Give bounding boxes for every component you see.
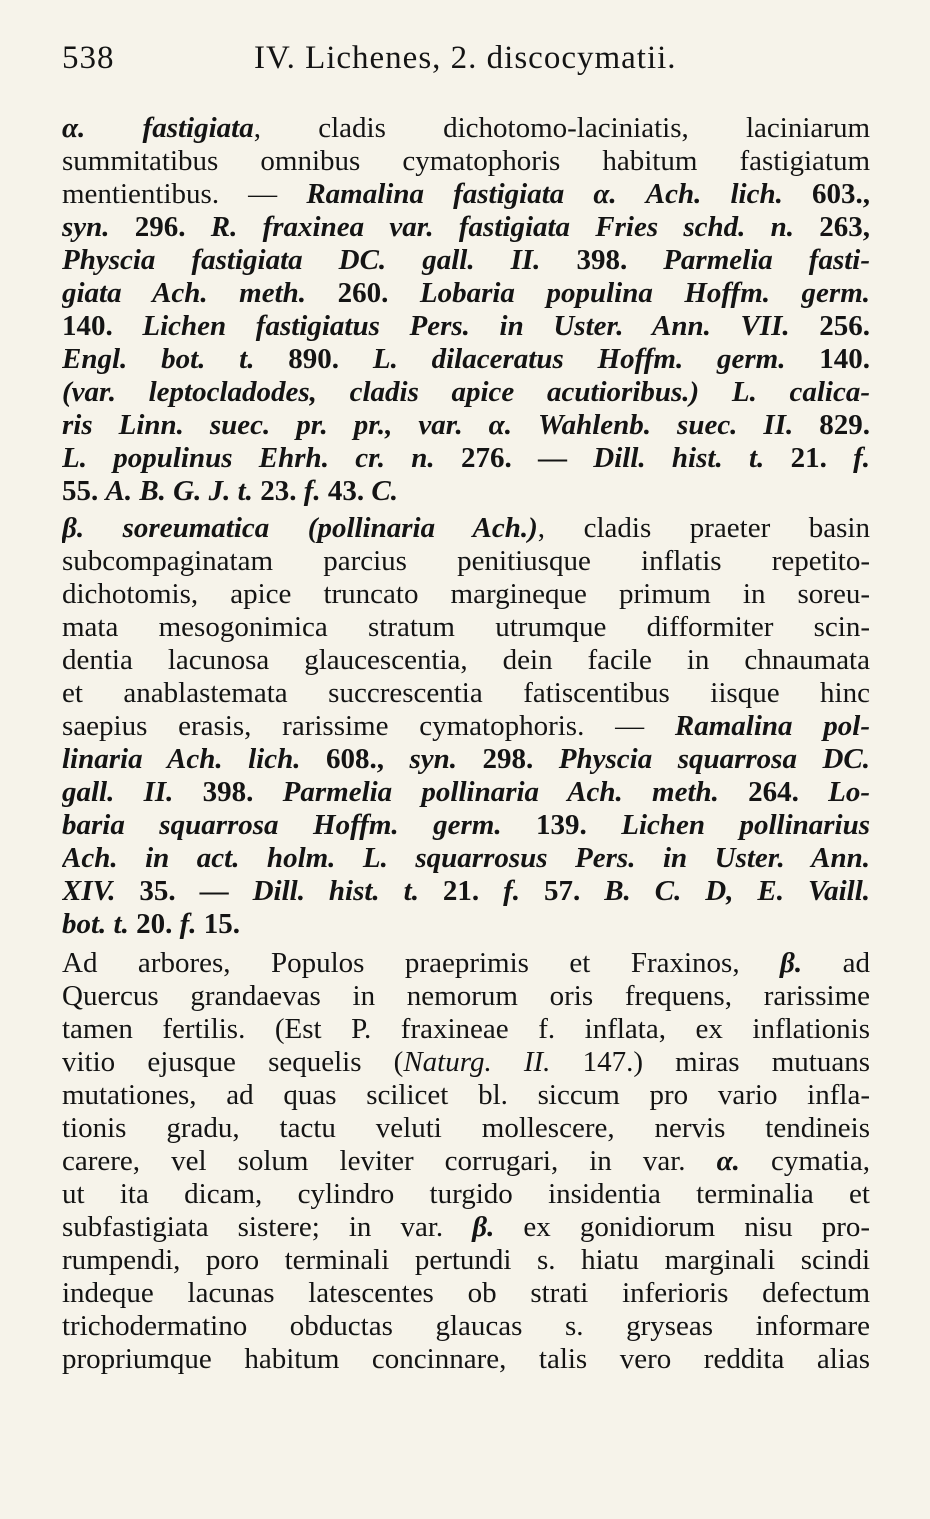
text-line bbox=[62, 677, 870, 710]
text-run: (var. leptocladodes, cladis apice acutioribus.) L. calica- bbox=[62, 376, 870, 408]
text-run: 260. bbox=[306, 277, 420, 309]
text-run: 276. — bbox=[434, 442, 594, 474]
text-line bbox=[62, 475, 870, 508]
text-line bbox=[62, 842, 870, 875]
text-run: saepius erasis, rarissime cymatophoris. — bbox=[62, 710, 675, 742]
text-run: syn. bbox=[409, 743, 458, 775]
text-run: f. bbox=[853, 442, 870, 474]
text-run: 139. bbox=[501, 809, 622, 841]
text-run: Ad arbores, Populos praeprimis et Fraxinos, bbox=[62, 947, 781, 979]
text-run: ad bbox=[802, 947, 870, 979]
text-line bbox=[62, 875, 870, 908]
text-run: B. C. D, E. Vaill. bbox=[604, 875, 870, 907]
text-line bbox=[62, 1178, 870, 1211]
text-run: Lo- bbox=[828, 776, 870, 808]
text-run: tionis gradu, tactu veluti mollescere, nervis tendineis bbox=[62, 1112, 870, 1144]
text-run: β. soreumatica (pollinaria Ach.) bbox=[62, 512, 538, 544]
text-run: XIV. bbox=[62, 875, 116, 907]
text-run: cymatia, bbox=[739, 1145, 870, 1177]
text-run: ut ita dicam, cylindro turgido insidentia terminalia et bbox=[62, 1178, 870, 1210]
text-line bbox=[62, 1277, 870, 1310]
text-run: f. bbox=[303, 475, 321, 507]
text-run: bot. t. bbox=[62, 908, 129, 940]
text-line bbox=[62, 1343, 870, 1376]
text-run: tamen fertilis. (Est P. fraxineae f. inflata, ex inflationis bbox=[62, 1013, 870, 1045]
text-run: gall. II. bbox=[62, 776, 174, 808]
paragraph-alpha bbox=[62, 112, 870, 508]
text-run: f. bbox=[503, 875, 521, 907]
text-line bbox=[62, 1211, 870, 1244]
text-run: , cladis dichotomo-laciniatis, laciniarum bbox=[253, 112, 870, 144]
text-run: 15. bbox=[196, 908, 241, 940]
text-run: Physcia squarrosa DC. bbox=[558, 743, 870, 775]
text-line bbox=[62, 578, 870, 611]
text-run: linaria Ach. lich. bbox=[62, 743, 301, 775]
text-line bbox=[62, 980, 870, 1013]
text-run: fastigiata bbox=[142, 112, 254, 144]
text-run: Parmelia fasti- bbox=[663, 244, 870, 276]
text-line bbox=[62, 277, 870, 310]
text-run: Lichen fastigiatus Pers. in Uster. Ann. VII. bbox=[142, 310, 790, 342]
text-run: carere, vel solum leviter corrugari, in var. bbox=[62, 1145, 717, 1177]
text-run: vitio ejusque sequelis ( bbox=[62, 1046, 404, 1078]
text-run: syn. bbox=[62, 211, 110, 243]
text-line bbox=[62, 710, 870, 743]
text-run: Lichen pollinarius bbox=[621, 809, 870, 841]
text-run: baria squarrosa Hoffm. germ. bbox=[62, 809, 502, 841]
text-line bbox=[62, 1046, 870, 1079]
text-line bbox=[62, 809, 870, 842]
text-line bbox=[62, 244, 870, 277]
text-run: Lobaria populina Hoffm. germ. bbox=[419, 277, 870, 309]
text-block bbox=[62, 112, 870, 1376]
text-line bbox=[62, 776, 870, 809]
text-run: 147.) miras mutuans bbox=[550, 1046, 870, 1078]
text-run: 21. bbox=[764, 442, 854, 474]
text-line bbox=[62, 1013, 870, 1046]
text-run: Physcia fastigiata DC. gall. II. bbox=[62, 244, 541, 276]
text-run: Ach. in act. holm. L. squarrosus Pers. in Uster. Ann. bbox=[62, 842, 870, 874]
text-run: Ramalina pol- bbox=[674, 710, 870, 742]
text-line bbox=[62, 442, 870, 475]
text-run: Parmelia pollinaria Ach. meth. bbox=[282, 776, 719, 808]
text-run: propriumque habitum concinnare, talis vero reddita alias bbox=[62, 1343, 870, 1375]
text-line bbox=[62, 512, 870, 545]
text-run: 57. bbox=[520, 875, 605, 907]
text-run: indeque lacunas latescentes ob strati inferioris defectum bbox=[62, 1277, 870, 1309]
text-line bbox=[62, 1310, 870, 1343]
text-line bbox=[62, 145, 870, 178]
text-run: α. bbox=[62, 112, 143, 144]
text-run: 890. bbox=[254, 343, 373, 375]
text-line bbox=[62, 908, 870, 941]
text-run: 608., bbox=[300, 743, 410, 775]
text-line bbox=[62, 1145, 870, 1178]
text-run: subcompaginatam parcius penitiusque inflatis repetito- bbox=[62, 545, 870, 577]
paragraph-main bbox=[62, 947, 870, 1376]
text-run: Naturg. II. bbox=[403, 1046, 551, 1078]
text-line bbox=[62, 644, 870, 677]
text-run: 298. bbox=[457, 743, 559, 775]
running-head: IV. Lichenes, 2. discocymatii. bbox=[254, 40, 677, 76]
text-line bbox=[62, 211, 870, 244]
text-line bbox=[62, 947, 870, 980]
text-run: 264. bbox=[718, 776, 829, 808]
text-run: 43. bbox=[320, 475, 372, 507]
text-run: 21. bbox=[418, 875, 504, 907]
text-run: rumpendi, poro terminali pertundi s. hiatu marginali scindi bbox=[62, 1244, 870, 1276]
text-run: 35. — bbox=[115, 875, 253, 907]
text-line bbox=[62, 178, 870, 211]
text-run: Quercus grandaevas in nemorum oris frequens, rarissime bbox=[62, 980, 870, 1012]
text-run: 603., bbox=[782, 178, 870, 210]
text-run: L. dilaceratus Hoffm. germ. bbox=[372, 343, 786, 375]
text-run: 55. bbox=[62, 475, 106, 507]
text-run: , cladis praeter basin bbox=[537, 512, 870, 544]
text-run: β. bbox=[780, 947, 803, 979]
text-run: A. B. G. J. t. bbox=[105, 475, 253, 507]
text-line bbox=[62, 1244, 870, 1277]
text-run: summitatibus omnibus cymatophoris habitum fastigiatum bbox=[62, 145, 870, 177]
text-run: Dill. hist. t. bbox=[593, 442, 765, 474]
text-line bbox=[62, 1112, 870, 1145]
text-run: 398. bbox=[540, 244, 664, 276]
page-number: 538 bbox=[62, 40, 115, 76]
text-run: 263, bbox=[794, 211, 870, 243]
text-run: L. populinus Ehrh. cr. n. bbox=[62, 442, 435, 474]
text-run: 296. bbox=[109, 211, 211, 243]
text-line bbox=[62, 743, 870, 776]
text-run: Engl. bot. t. bbox=[62, 343, 255, 375]
text-run: 829. bbox=[793, 409, 870, 441]
text-run: mutationes, ad quas scilicet bl. siccum pro vario infla- bbox=[62, 1079, 870, 1111]
text-run: 256. bbox=[789, 310, 870, 342]
text-run: ris Linn. suec. pr. pr., var. α. Wahlenb. suec. II. bbox=[62, 409, 794, 441]
text-line bbox=[62, 545, 870, 578]
paragraph-beta bbox=[62, 512, 870, 941]
text-line bbox=[62, 409, 870, 442]
text-run: 20. bbox=[128, 908, 180, 940]
text-run: C. bbox=[371, 475, 398, 507]
text-run: 140. bbox=[62, 310, 143, 342]
text-line bbox=[62, 611, 870, 644]
text-run: 398. bbox=[173, 776, 283, 808]
text-run: subfastigiata sistere; in var. bbox=[62, 1211, 473, 1243]
text-run: mata mesogonimica stratum utrumque difformiter scin- bbox=[62, 611, 870, 643]
text-run: β. bbox=[472, 1211, 495, 1243]
text-run: f. bbox=[179, 908, 197, 940]
text-line bbox=[62, 112, 870, 145]
text-line bbox=[62, 310, 870, 343]
text-run: Ramalina fastigiata α. Ach. lich. bbox=[306, 178, 783, 210]
text-run: trichodermatino obductas glaucas s. gryseas informare bbox=[62, 1310, 870, 1342]
text-run: et anablastemata succrescentia fatiscentibus iisque hinc bbox=[62, 677, 870, 709]
text-line bbox=[62, 1079, 870, 1112]
text-run: α. bbox=[716, 1145, 740, 1177]
text-run: dentia lacunosa glaucescentia, dein facile in chnaumata bbox=[62, 644, 870, 676]
text-line bbox=[62, 376, 870, 409]
text-run: R. fraxinea var. fastigiata Fries schd. n. bbox=[210, 211, 795, 243]
text-run: mentientibus. — bbox=[62, 178, 307, 210]
page-header bbox=[62, 40, 882, 90]
text-line bbox=[62, 343, 870, 376]
text-run: ex gonidiorum nisu pro- bbox=[494, 1211, 870, 1243]
text-run: Dill. hist. t. bbox=[252, 875, 419, 907]
text-run: 140. bbox=[785, 343, 870, 375]
text-run: giata Ach. meth. bbox=[62, 277, 307, 309]
text-run: 23. bbox=[252, 475, 304, 507]
text-run: dichotomis, apice truncato margineque primum in soreu- bbox=[62, 578, 870, 610]
